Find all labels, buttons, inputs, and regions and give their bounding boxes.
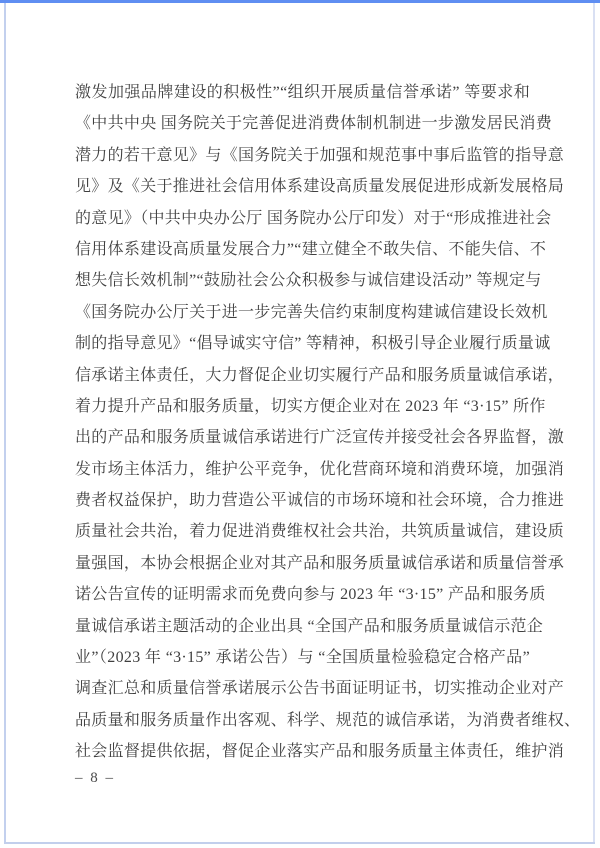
page-number: – 8 – bbox=[75, 770, 115, 786]
text-line: 激发加强品牌建设的积极性”“组织开展质量信誉承诺” 等要求和 bbox=[75, 84, 530, 101]
text-line: 的意见》（中共中央办公厅 国务院办公厅印发）对于“形成推进社会 bbox=[75, 209, 552, 227]
scan-border-right bbox=[593, 3, 595, 844]
text-line: 业”（2023 年 “3·15” 承诺公告）与 “全国质量检验稳定合格产品” bbox=[75, 649, 530, 667]
text-line: 调查汇总和质量信誉承诺展示公告书面证明证书，切实推动企业对产 bbox=[75, 680, 565, 698]
text-line: 《中共中央 国务院关于完善促进消费体制机制进一步激发居民消费 bbox=[75, 115, 553, 133]
text-line: 质量社会共治，着力促进消费维权社会共治，共筑质量诚信，建设质 bbox=[75, 523, 565, 541]
text-line: 信用体系建设高质量发展合力”“建立健全不敢失信、不能失信、不 bbox=[75, 240, 547, 258]
text-line: 社会监督提供依据，督促企业落实产品和服务质量主体责任，维护消 bbox=[75, 743, 565, 761]
text-line: 想失信长效机制”“鼓励社会公众积极参与诚信建设活动” 等规定与 bbox=[75, 272, 542, 290]
text-line: 见》及《关于推进社会信用体系建设高质量发展促进形成新发展格局 bbox=[75, 178, 565, 196]
text-line: 量诚信承诺主题活动的企业出具 “全国产品和服务质量诚信示范企 bbox=[75, 617, 544, 635]
text-line: 信承诺主体责任，大力督促企业切实履行产品和服务质量诚信承诺， bbox=[75, 366, 565, 384]
text-line: 品质量和服务质量作出客观、科学、规范的诚信承诺，为消费者维权、 bbox=[75, 711, 581, 729]
scan-border-left bbox=[4, 3, 6, 844]
scan-border-top bbox=[0, 0, 600, 3]
text-line: 费者权益保护，助力营造公平诚信的市场环境和社会环境，合力推进 bbox=[75, 492, 565, 510]
text-line: 诺公告宣传的证明需求而免费向参与 2023 年 “3·15” 产品和服务质 bbox=[75, 586, 546, 604]
text-line: 《国务院办公厅关于进一步完善失信约束制度构建诚信建设长效机 bbox=[75, 303, 548, 321]
text-line: 发市场主体活力，维护公平竞争，优化营商环境和消费环境，加强消 bbox=[75, 460, 565, 478]
body-text bbox=[75, 77, 581, 768]
scan-border-bottom bbox=[4, 842, 595, 844]
text-line: 制的指导意见》“倡导诚实守信” 等精神，积极引导企业履行质量诚 bbox=[75, 335, 551, 353]
text-line: 出的产品和服务质量诚信承诺进行广泛宣传并接受社会各界监督，激 bbox=[75, 429, 565, 447]
text-line: 着力提升产品和服务质量，切实方便企业对在 2023 年 “3·15” 所作 bbox=[75, 397, 546, 415]
text-line: 量强国，本协会根据企业对其产品和服务质量诚信承诺和质量信誉承 bbox=[75, 554, 565, 572]
text-line: 潜力的若干意见》与《国务院关于加强和规范事中事后监管的指导意 bbox=[75, 146, 565, 164]
